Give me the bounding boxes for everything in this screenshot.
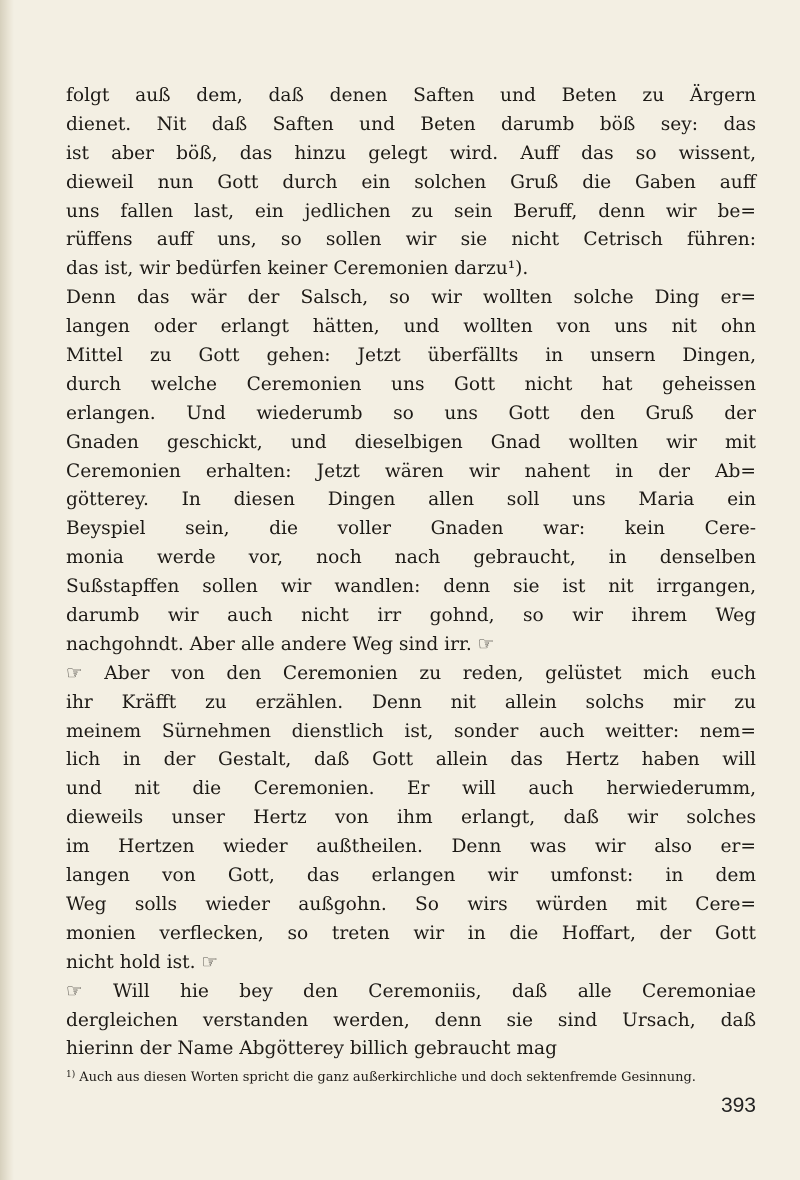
text-line: das ist, wir bedürfen keiner Ceremonien darzu¹). xyxy=(66,258,529,280)
text-line: dieweils unser Hertz von ihm erlangt, daß wir solches xyxy=(66,807,756,829)
text-line: Sußstapffen sollen wir wandlen: denn sie ist nit irrgangen, xyxy=(66,576,756,598)
text-line: dergleichen verstanden werden, denn sie sind Ursach, daß xyxy=(66,1009,756,1031)
page-text xyxy=(66,82,756,1087)
text-line: ihr Kräfft zu erzählen. Denn nit allein solchs mir zu xyxy=(66,691,756,713)
text-line: ☞ Aber von den Ceremonien zu reden, gelüstet mich euch xyxy=(66,662,756,684)
text-line: ☞ Will hie bey den Ceremoniis, daß alle Ceremoniae xyxy=(66,980,756,1002)
text-line: erlangen. Und wiederumb so uns Gott den Gruß der xyxy=(66,402,756,424)
footnote-mark: 1) xyxy=(66,1070,76,1081)
text-line: Ceremonien erhalten: Jetzt wären wir nahent in der Ab= xyxy=(66,460,756,482)
text-line: folgt auß dem, daß denen Saften und Beten zu Ärgern xyxy=(66,85,756,106)
text-line: Denn das wär der Salsch, so wir wollten solche Ding er= xyxy=(66,287,756,309)
text-line: langen von Gott, das erlangen wir umfonst: in dem xyxy=(66,865,756,887)
text-line: ist aber böß, das hinzu gelegt wird. Auff das so wissent, xyxy=(66,142,756,164)
text-line: langen oder erlangt hätten, und wollten von uns nit ohn xyxy=(66,316,756,338)
body-text xyxy=(66,82,756,1064)
text-line: rüffens auff uns, so sollen wir sie nicht Cetrisch führen: xyxy=(66,229,756,251)
text-line: Weg solls wieder außgohn. So wirs würden mit Cere= xyxy=(66,893,756,915)
text-line: darumb wir auch nicht irr gohnd, so wir ihrem Weg xyxy=(66,605,756,627)
text-line: monia werde vor, noch nach gebraucht, in denselben xyxy=(66,547,756,569)
text-line: nachgohndt. Aber alle andere Weg sind irr. ☞ xyxy=(66,633,495,655)
text-line: durch welche Ceremonien uns Gott nicht hat geheissen xyxy=(66,373,756,395)
page-number: 393 xyxy=(720,1094,756,1117)
text-line: dienet. Nit daß Saften und Beten darumb böß sey: das xyxy=(66,113,756,135)
text-line: Mittel zu Gott gehen: Jetzt überfällts in unsern Dingen, xyxy=(66,345,756,367)
text-line: meinem Sürnehmen dienstlich ist, sonder auch weitter: nem= xyxy=(66,720,756,742)
text-line: hierinn der Name Abgötterey billich gebraucht mag xyxy=(66,1038,558,1060)
footnote-text: Auch aus diesen Worten spricht die ganz außerkirchliche und doch sektenfremde Gesinnung. xyxy=(79,1070,696,1086)
text-line: dieweil nun Gott durch ein solchen Gruß die Gaben auff xyxy=(66,171,756,193)
text-line: Beyspiel sein, die voller Gnaden war: kein Cere- xyxy=(66,518,756,540)
text-line: uns fallen last, ein jedlichen zu sein Beruff, denn wir be= xyxy=(66,200,756,222)
text-line: götterey. In diesen Dingen allen soll uns Maria ein xyxy=(66,489,756,511)
text-line: Gnaden geschickt, und dieselbigen Gnad wollten wir mit xyxy=(66,431,756,453)
book-spine-shadow xyxy=(0,0,14,1180)
text-line: monien verflecken, so treten wir in die Hoffart, der Gott xyxy=(66,922,756,944)
text-line: im Hertzen wieder außtheilen. Denn was wir also er= xyxy=(66,836,756,858)
text-line: lich in der Gestalt, daß Gott allein das Hertz haben will xyxy=(66,749,756,771)
text-line: nicht hold ist. ☞ xyxy=(66,951,219,973)
footnote xyxy=(66,1066,756,1087)
text-line: und nit die Ceremonien. Er will auch herwiederumm, xyxy=(66,778,756,800)
